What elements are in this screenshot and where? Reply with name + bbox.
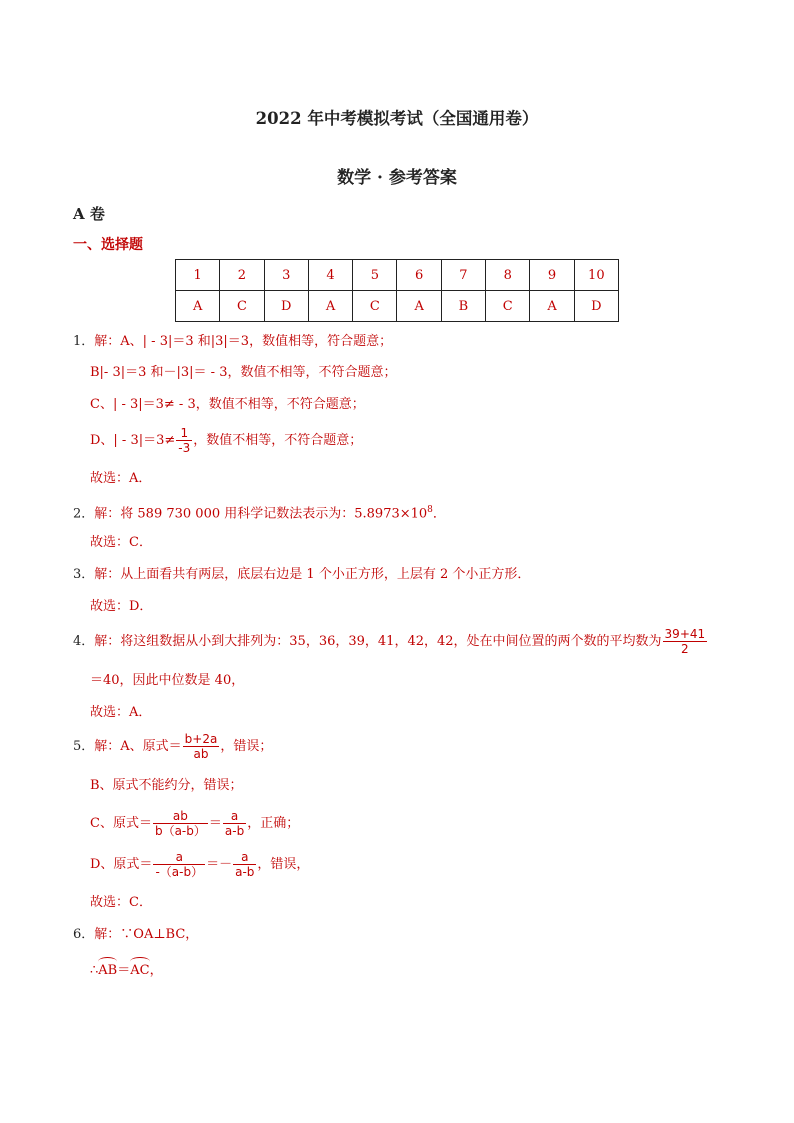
page-subtitle: 数学 · 参考答案 (337, 168, 457, 188)
fraction (233, 850, 256, 879)
solution-text: 解：将 589 730 000 用科学记数法表示为：5.8973×10 (94, 506, 428, 522)
solution-text: D、原式＝ (90, 857, 153, 872)
table-cell: 10 (574, 260, 618, 291)
fraction-denominator: ab (193, 747, 209, 761)
q1-line3: C、| - 3|＝3≠ - 3，数值不相等，不符合题意； (90, 397, 365, 412)
table-cell: 7 (441, 260, 485, 291)
section-choice-heading: 一、选择题 (73, 237, 143, 253)
question-number: 6． (73, 927, 95, 942)
fraction-numerator: 1 (176, 426, 192, 441)
table-cell: C (353, 291, 397, 322)
fraction-numerator: 39+41 (664, 627, 706, 641)
exponent: 8 (427, 505, 433, 515)
table-cell: 8 (486, 260, 530, 291)
q2-answer: 故选：C． (90, 535, 152, 550)
q5-answer: 故选：C． (90, 895, 152, 910)
q1-line2: B|- 3|＝3 和－|3|＝ - 3，数值不相等，不符合题意； (90, 365, 397, 380)
solution-text: ∴ (90, 963, 99, 978)
solution-text: C、原式＝ (90, 816, 152, 831)
fraction-numerator: a (223, 809, 246, 824)
q3-answer: 故选：D． (90, 599, 153, 614)
fraction-numerator: b+2a (184, 732, 218, 746)
q5-line-b: B、原式不能约分，错误； (90, 778, 243, 793)
fraction-denominator: a-b (224, 824, 245, 838)
answer-table-answer-row (176, 291, 619, 322)
q6-line1 (73, 926, 198, 944)
q6-line2 (90, 962, 163, 980)
solution-text: ， (149, 963, 163, 978)
section-a-heading: A 卷 (73, 205, 105, 223)
q5-line-d (90, 847, 309, 883)
fraction-numerator: ab (153, 809, 208, 824)
fraction (663, 627, 708, 656)
fraction (176, 426, 192, 455)
q4-answer: 故选：A． (90, 705, 152, 720)
solution-text: ＝ (208, 816, 222, 831)
question-number: 2． (73, 506, 95, 522)
fraction-denominator: -3 (178, 441, 191, 455)
q4-line2: ＝40，因此中位数是 40， (90, 673, 245, 688)
table-cell: C (486, 291, 530, 322)
fraction-numerator: a (153, 850, 205, 865)
question-number: 3． (73, 567, 95, 582)
table-cell: 3 (264, 260, 308, 291)
q3-line1 (73, 566, 530, 584)
arc-notation: AB (98, 963, 118, 978)
question-number: 5． (73, 739, 95, 754)
solution-text: 解：将这组数据从小到大排列为：35，36，39，41，42，42，处在中间位置的两个数的平均数为 (94, 634, 662, 649)
solution-text: 解：从上面看共有两层，底层右边是 1 个小正方形，上层有 2 个小正方形． (94, 567, 531, 582)
solution-text: 解：∵OA⊥BC， (94, 927, 199, 942)
q1-answer: 故选：A． (90, 471, 152, 486)
solution-text: ，错误， (257, 857, 310, 872)
solution-text: ，错误； (220, 739, 273, 754)
fraction-denominator: -（a-b） (155, 865, 204, 879)
q2-line1 (73, 501, 446, 523)
solution-text: ． (432, 506, 446, 522)
table-cell: D (264, 291, 308, 322)
q1-line4 (90, 423, 362, 459)
q4-line1 (73, 624, 708, 660)
question-number: 1． (73, 334, 95, 349)
table-cell: 5 (353, 260, 397, 291)
table-cell: 9 (530, 260, 574, 291)
fraction (183, 732, 220, 761)
solution-text: D、| - 3|＝3≠ (90, 433, 176, 448)
table-cell: 1 (176, 260, 220, 291)
answer-table-number-row (176, 260, 619, 291)
solution-text: ，正确； (247, 816, 300, 831)
fraction (223, 809, 246, 838)
answer-table (175, 259, 619, 322)
table-cell: D (574, 291, 618, 322)
fraction-denominator: a-b (235, 865, 255, 879)
table-cell: A (530, 291, 574, 322)
fraction (153, 809, 208, 838)
table-cell: A (176, 291, 220, 322)
q5-line-c (90, 806, 299, 842)
solution-text: 解：A、原式＝ (94, 739, 182, 754)
fraction-numerator: a (233, 850, 256, 865)
q1-line1 (73, 333, 392, 351)
solution-text: ，数值不相等，不符合题意； (193, 433, 363, 448)
fraction-denominator: b（a-b） (154, 824, 206, 838)
arc-notation: AC (130, 963, 150, 978)
solution-text: 解：A、| - 3|＝3 和|3|＝3，数值相等，符合题意； (94, 334, 393, 349)
question-number: 4． (73, 634, 95, 649)
table-cell: 6 (397, 260, 441, 291)
table-cell: C (220, 291, 264, 322)
fraction-denominator: 2 (681, 642, 689, 656)
table-cell: 4 (308, 260, 352, 291)
solution-text: ＝－ (206, 857, 233, 872)
page-title: 2022 年中考模拟考试（全国通用卷） (255, 109, 539, 128)
fraction (153, 850, 205, 879)
table-cell: B (441, 291, 485, 322)
table-cell: 2 (220, 260, 264, 291)
table-cell: A (397, 291, 441, 322)
q5-line-a (73, 729, 272, 765)
solution-text: ＝ (117, 963, 131, 978)
table-cell: A (308, 291, 352, 322)
